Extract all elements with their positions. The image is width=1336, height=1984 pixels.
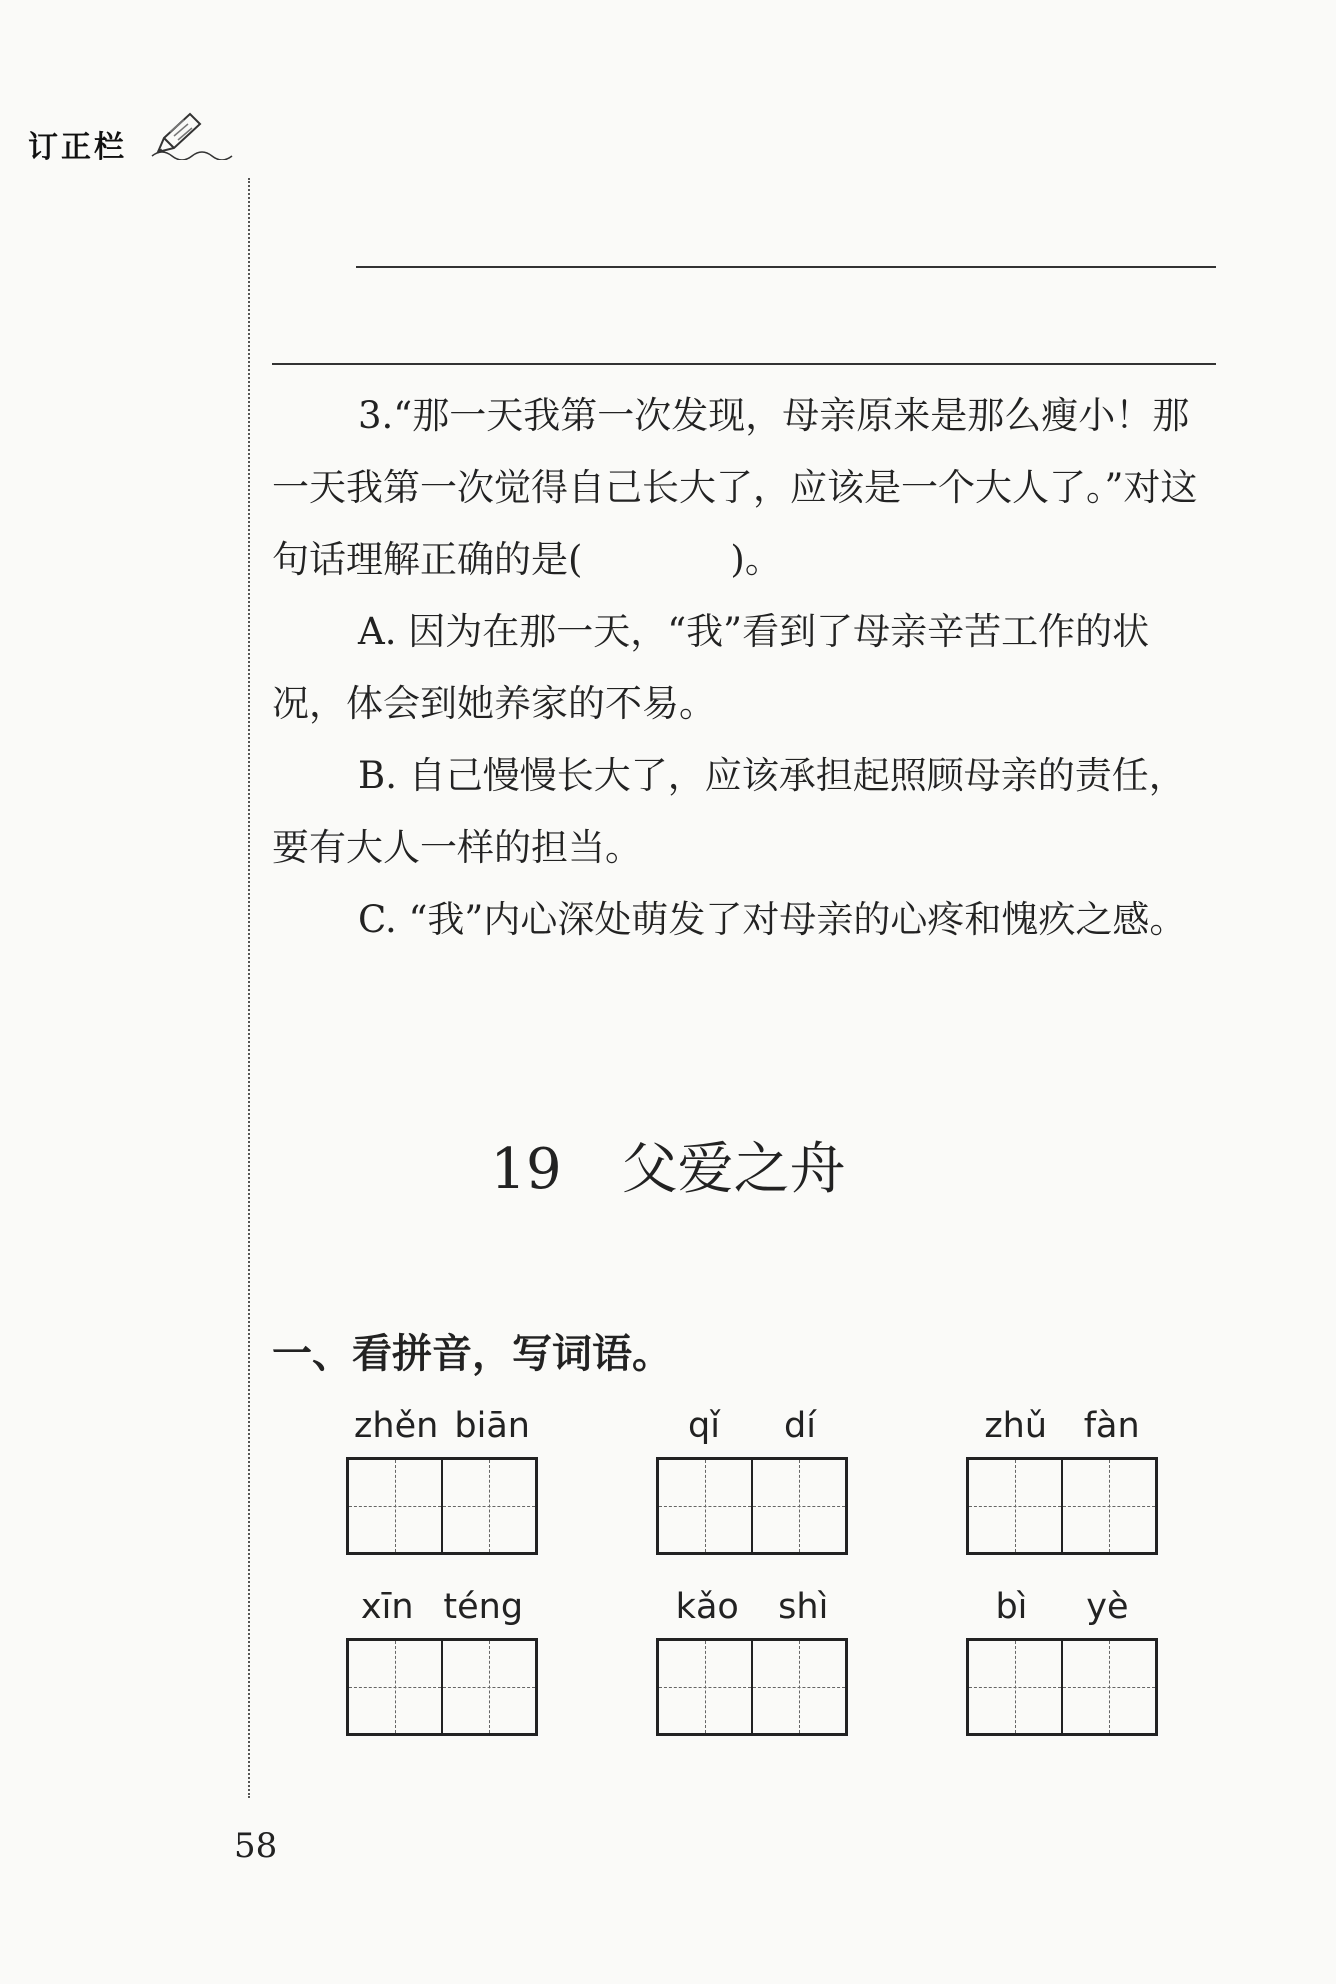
writing-cell[interactable] <box>1061 1460 1155 1552</box>
question-3-option-b: B. 自己慢慢长大了，应该承担起照顾母亲的责任，要有大人一样的担当。 <box>272 754 1186 869</box>
pinyin-syllable: xīn <box>360 1587 414 1627</box>
answer-line[interactable] <box>356 266 1216 268</box>
answer-line[interactable] <box>272 363 1216 365</box>
pinyin-syllable: shì <box>778 1587 829 1627</box>
pinyin-syllable: zhěn <box>354 1406 439 1446</box>
section-1-title: 一、看拼音，写词语。 <box>272 1331 672 1377</box>
pinyin <box>656 1403 848 1449</box>
pinyin-syllable: qǐ <box>688 1406 720 1446</box>
pinyin-syllable: téng <box>443 1587 524 1627</box>
pinyin <box>346 1584 538 1630</box>
writing-cell[interactable] <box>751 1641 845 1733</box>
writing-cell[interactable] <box>659 1641 751 1733</box>
writing-cell[interactable] <box>349 1641 441 1733</box>
pinyin-word-item <box>656 1403 848 1555</box>
tianzige-grid[interactable] <box>656 1638 848 1736</box>
tianzige-grid[interactable] <box>966 1638 1158 1736</box>
writing-cell[interactable] <box>441 1460 535 1552</box>
writing-cell[interactable] <box>751 1460 845 1552</box>
pinyin-syllable: bì <box>995 1587 1028 1627</box>
pinyin-syllable: dí <box>784 1406 816 1446</box>
pinyin-word-item <box>656 1584 848 1736</box>
writing-cell[interactable] <box>349 1460 441 1552</box>
pinyin-word-item <box>966 1403 1158 1555</box>
pinyin <box>346 1403 538 1449</box>
tianzige-grid[interactable] <box>346 1457 538 1555</box>
pinyin-word-item <box>966 1584 1158 1736</box>
pinyin-syllable: yè <box>1086 1587 1129 1627</box>
tianzige-grid[interactable] <box>656 1457 848 1555</box>
writing-cell[interactable] <box>441 1641 535 1733</box>
writing-cell[interactable] <box>659 1460 751 1552</box>
question-3 <box>272 380 1222 956</box>
lesson-heading <box>0 1125 1336 1205</box>
correction-column-label: 订正栏 <box>28 130 127 165</box>
lesson-title: 父爱之舟 <box>621 1137 846 1202</box>
lesson-number: 19 <box>490 1137 562 1202</box>
writing-cell[interactable] <box>969 1460 1061 1552</box>
page-number: 58 <box>234 1826 278 1866</box>
tianzige-grid[interactable] <box>966 1457 1158 1555</box>
pinyin <box>966 1584 1158 1630</box>
pinyin-syllable: fàn <box>1083 1406 1140 1446</box>
pinyin <box>656 1584 848 1630</box>
margin-divider <box>248 178 250 1798</box>
pinyin-word-item <box>346 1584 538 1736</box>
tianzige-grid[interactable] <box>346 1638 538 1736</box>
writing-cell[interactable] <box>969 1641 1061 1733</box>
question-3-option-c: C. “我”内心深处萌发了对母亲的心疼和愧疚之感。 <box>358 898 1187 941</box>
pinyin-syllable: biān <box>454 1406 530 1446</box>
pencil-icon <box>150 108 240 160</box>
pinyin-syllable: kǎo <box>675 1587 739 1627</box>
writing-cell[interactable] <box>1061 1641 1155 1733</box>
pinyin <box>966 1403 1158 1449</box>
pinyin-word-item <box>346 1403 538 1555</box>
pinyin-syllable: zhǔ <box>984 1406 1048 1446</box>
question-3-option-a: A. 因为在那一天，“我”看到了母亲辛苦工作的状况，体会到她养家的不易。 <box>272 610 1150 725</box>
question-3-stem: 3.“那一天我第一次发现，母亲原来是那么瘦小！那一天我第一次觉得自己长大了，应该是一个大人了。”对这句话理解正确的是( )。 <box>272 394 1198 581</box>
